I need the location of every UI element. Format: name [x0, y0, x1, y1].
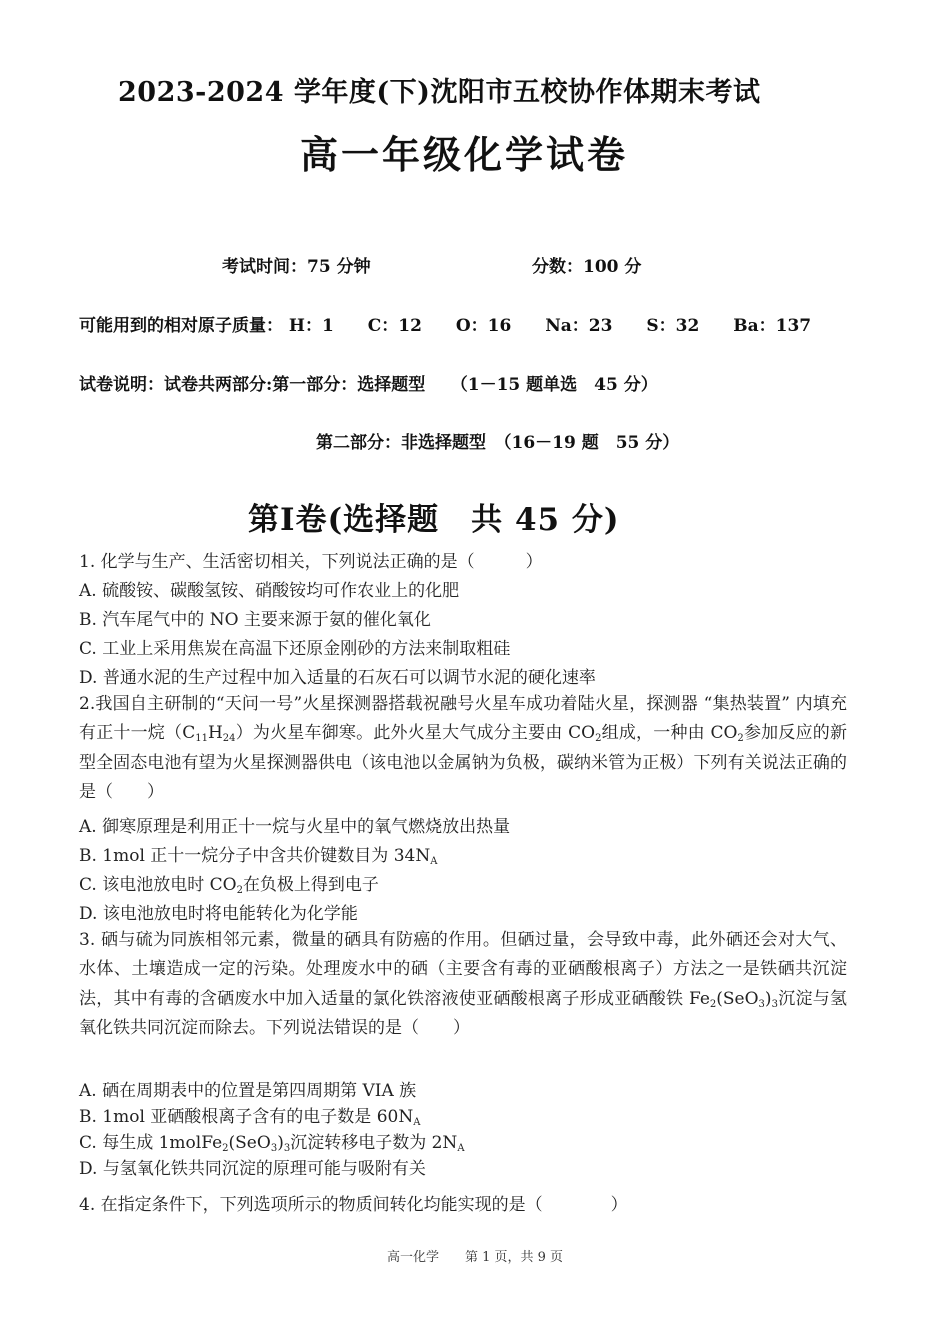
atomic-mass-c: C：12: [367, 316, 422, 336]
question-1-stem: 1. 化学与生产、生活密切相关，下列说法正确的是（ ）: [79, 552, 543, 572]
paper-description-part2: 第二部分：非选择题型 （16－19 题 55 分）: [316, 433, 680, 453]
question-2-option-d: D. 该电池放电时将电能转化为化学能: [79, 904, 358, 924]
atomic-mass-label: 可能用到的相对原子质量：: [79, 316, 283, 336]
exam-time: 考试时间：75 分钟: [222, 257, 371, 277]
exam-score: 分数：100 分: [532, 257, 642, 277]
question-3-stem: 3. 硒与硫为同族相邻元素，微量的硒具有防癌的作用。但硒过量，会导致中毒，此外硒还会对大气、水体、土壤造成一定的污染。处理废水中的硒（主要含有毒的亚硒酸根离子）方法之一是铁硒共沉淀法，其中有毒的含硒废水中加入适量的氯化铁溶液使亚硒酸根离子形成亚硒酸铁 $Fe_2(SeO_3)_3$沉淀与氢氧化铁共同沉淀而除去。下列说法错误的是（ ）: [79, 930, 847, 1038]
question-2-option-c: C. 该电池放电时 $CO_2$在负极上得到电子: [79, 875, 379, 896]
question-3-option-a: A. 硒在周期表中的位置是第四周期第 VIA 族: [79, 1081, 417, 1101]
question-2-option-b: B. 1mol 正十一烷分子中含共价键数目为 $34N_A$: [79, 846, 438, 867]
section-title: 第Ⅰ卷(选择题 共 45 分): [248, 502, 620, 538]
atomic-mass-h: H：1: [288, 316, 334, 336]
atomic-mass-line: [79, 311, 811, 336]
atomic-mass-o: O：16: [455, 316, 512, 336]
paper-description-part1: 试卷说明：试卷共两部分:第一部分：选择题型 （1－15 题单选 45 分）: [79, 375, 658, 395]
atomic-mass-na: Na：23: [545, 316, 613, 336]
question-1-option-c: C. 工业上采用焦炭在高温下还原金刚砂的方法来制取粗硅: [79, 639, 511, 659]
question-2-option-a: A. 御寒原理是利用正十一烷与火星中的氧气燃烧放出热量: [79, 817, 511, 837]
atomic-mass-ba: Ba：137: [733, 316, 812, 336]
question-3-option-c: C. 每生成 $1molFe_2(SeO_3)_3$沉淀转移电子数为 $2N_A$: [79, 1133, 465, 1154]
paper-title: 高一年级化学试卷: [300, 132, 629, 177]
question-2-stem: 2.我国自主研制的“天问一号”火星探测器搭载祝融号火星车成功着陆火星，探测器 “集热装置” 内填充有正十一烷$(C_{11}H_{24})$为火星车御寒。此外火星大气成分主要由 $CO_2$组成，一种由 $CO_2$参加反应的新型全固态电池有望为火星探测器供电（该电池以金属钠为负极，碳纳米管为正极）下列有关说法正确的是（ ）: [79, 694, 847, 802]
question-4-stem: 4. 在指定条件下，下列选项所示的物质间转化均能实现的是（ ）: [79, 1195, 628, 1215]
atomic-mass-s: S：32: [646, 316, 700, 336]
page-footer: 高一化学 第 1 页，共 9 页: [386, 1250, 564, 1265]
question-3-option-d: D. 与氢氧化铁共同沉淀的原理可能与吸附有关: [79, 1159, 426, 1179]
question-1-option-b: B. 汽车尾气中的 NO 主要来源于氨的催化氧化: [79, 610, 431, 630]
question-1-option-a: A. 硫酸铵、碳酸氢铵、硝酸铵均可作农业上的化肥: [79, 581, 460, 601]
exam-title: 2023-2024 学年度(下)沈阳市五校协作体期末考试: [118, 77, 761, 108]
question-3-option-b: B. 1mol 亚硒酸根离子含有的电子数是 $60N_A$: [79, 1107, 421, 1128]
question-1-option-d: D. 普通水泥的生产过程中加入适量的石灰石可以调节水泥的硬化速率: [79, 668, 596, 688]
